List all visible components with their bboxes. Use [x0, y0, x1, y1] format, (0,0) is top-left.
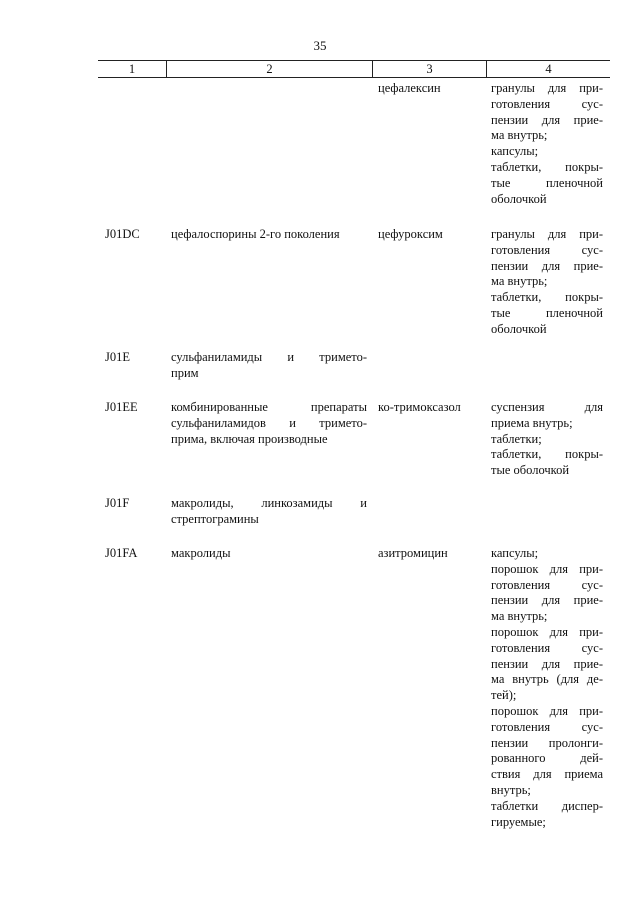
- atc-code: J01F: [105, 496, 130, 510]
- dosage-form-line: порошок для при-: [491, 703, 603, 718]
- atc-code: J01E: [105, 350, 130, 364]
- dosage-form-line: готовления сус-: [491, 577, 603, 592]
- dosage-form-line: готовления сус-: [491, 640, 603, 655]
- dosage-form-line: тей);: [491, 688, 517, 703]
- dosage-form-line: гируемые;: [491, 814, 546, 829]
- group-line: прима, включая производные: [171, 431, 328, 446]
- dosage-form-line: готовления сус-: [491, 242, 603, 257]
- anatomical-group: [171, 496, 367, 528]
- drug-table: [98, 60, 610, 829]
- dosage-form-line: тые оболочкой: [491, 463, 570, 478]
- anatomical-group: [171, 546, 367, 562]
- dosage-form-line: таблетки, покры-: [491, 447, 603, 462]
- dosage-form-line: приема внутрь;: [491, 415, 573, 430]
- dosage-form-line: таблетки;: [491, 431, 542, 446]
- atc-code: J01EE: [105, 400, 138, 414]
- drug-name: азитромицин: [378, 546, 448, 560]
- dosage-form-line: оболочкой: [491, 191, 547, 206]
- anatomical-group: [171, 350, 367, 382]
- dosage-form-line: капсулы;: [491, 144, 539, 159]
- group-line: сульфаниламидов и тримето-: [171, 415, 367, 430]
- dosage-form-line: ствия для приема: [491, 767, 603, 782]
- group-line: макролиды: [171, 546, 231, 560]
- dosage-form-line: пензии для прие-: [491, 656, 603, 671]
- dosage-form-line: порошок для при-: [491, 624, 603, 639]
- dosage-form-line: ма внутрь;: [491, 128, 548, 143]
- dosage-forms: [491, 81, 603, 207]
- table-header: [98, 60, 610, 78]
- group-line: комбинированные препараты: [171, 400, 367, 414]
- group-line: стрептограмины: [171, 511, 259, 526]
- dosage-form-line: готовления сус-: [491, 719, 603, 734]
- dosage-form-line: готовления сус-: [491, 96, 603, 111]
- dosage-form-line: пензии для прие-: [491, 258, 603, 273]
- drug-name: ко-тримоксазол: [378, 400, 461, 414]
- dosage-form-line: гранулы для при-: [491, 81, 603, 95]
- header-col-3: 3: [372, 61, 486, 77]
- dosage-forms: [491, 227, 603, 338]
- group-line: сульфаниламиды и тримето-: [171, 350, 367, 364]
- dosage-form-line: оболочкой: [491, 321, 547, 336]
- anatomical-group: [171, 227, 367, 243]
- dosage-form-line: гранулы для при-: [491, 227, 603, 241]
- dosage-form-line: тые пленочной: [491, 305, 603, 320]
- header-col-2: 2: [166, 61, 372, 77]
- atc-code: J01FA: [105, 546, 138, 560]
- dosage-form-line: тые пленочной: [491, 175, 603, 190]
- header-col-4: 4: [486, 61, 610, 77]
- dosage-form-line: капсулы;: [491, 546, 539, 560]
- drug-name: цефалексин: [378, 81, 441, 95]
- dosage-form-line: пензии для прие-: [491, 593, 603, 608]
- dosage-form-line: ма внутрь (для де-: [491, 672, 603, 687]
- header-col-1: 1: [128, 62, 136, 76]
- group-line: макролиды, линкозамиды и: [171, 496, 367, 510]
- dosage-form-line: рованного дей-: [491, 751, 603, 766]
- dosage-forms: [491, 546, 603, 830]
- dosage-form-line: пензии для прие-: [491, 112, 603, 127]
- dosage-form-line: таблетки, покры-: [491, 290, 603, 305]
- dosage-form-line: таблетки, покры-: [491, 159, 603, 174]
- page-number: 35: [313, 38, 327, 53]
- dosage-form-line: суспензия для: [491, 400, 603, 414]
- dosage-form-line: ма внутрь;: [491, 274, 548, 289]
- group-line: цефалоспорины 2-го поколения: [171, 227, 340, 241]
- dosage-form-line: ма внутрь;: [491, 609, 548, 624]
- dosage-form-line: внутрь;: [491, 782, 531, 797]
- group-line: прим: [171, 365, 199, 380]
- dosage-forms: [491, 400, 603, 479]
- dosage-form-line: таблетки диспер-: [491, 798, 603, 813]
- atc-code: J01DC: [105, 227, 140, 241]
- dosage-form-line: порошок для при-: [491, 561, 603, 576]
- dosage-form-line: пензии пролонги-: [491, 735, 603, 750]
- drug-name: цефуроксим: [378, 227, 443, 241]
- anatomical-group: [171, 400, 367, 447]
